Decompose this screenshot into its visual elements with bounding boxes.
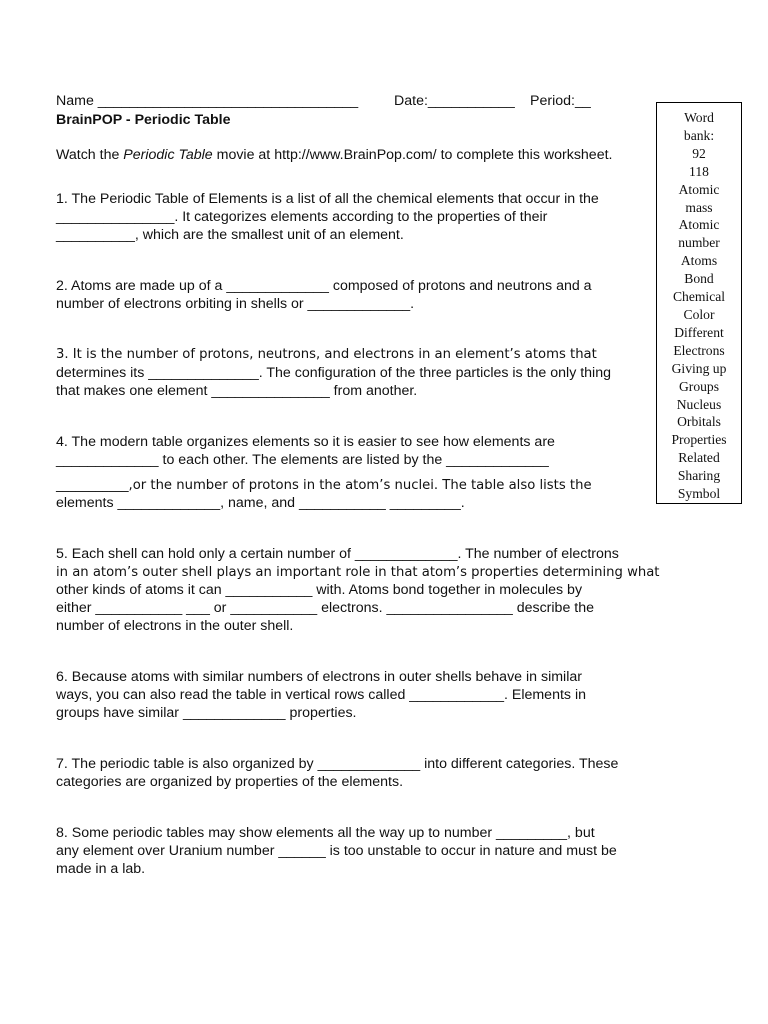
word-bank-item: mass	[685, 199, 713, 215]
intro-movie-title: Periodic Table	[123, 147, 213, 163]
intro-instructions	[56, 146, 612, 164]
intro-pre: Watch the	[56, 147, 124, 163]
period-field-line: Period:__	[530, 93, 591, 109]
question-8-line-1: 8. Some periodic tables may show elements all the way up to number _________, but	[56, 825, 595, 841]
question-4-line-3: ___________,or the number of protons in the atom’s nuclei. The table also lists the	[56, 478, 592, 493]
question-4-line-1: 4. The modern table organizes elements so it is easier to see how elements are	[56, 434, 555, 450]
word-bank-item: Related	[678, 450, 720, 466]
word-bank-item: Color	[683, 306, 715, 322]
word-bank-item: Bond	[684, 271, 714, 287]
word-bank-item: Atomic	[678, 217, 720, 233]
question-8-line-3: made in a lab.	[56, 861, 146, 877]
date-field-line: Date:___________	[394, 93, 515, 109]
question-1-line-3: __________, which are the smallest unit of an element.	[56, 227, 404, 243]
word-bank-heading: Word	[684, 110, 714, 125]
question-6-line-2: ways, you can also read the table in vertical rows called ____________. Elements in	[56, 687, 586, 703]
word-bank-heading: bank:	[683, 127, 715, 143]
word-bank-box	[656, 102, 742, 504]
question-1-line-1: 1. The Periodic Table of Elements is a list of all the chemical elements that occur in the	[56, 191, 599, 207]
question-6-line-1: 6. Because atoms with similar numbers of electrons in outer shells behave in similar	[56, 669, 582, 685]
worksheet-title: BrainPOP - Periodic Table	[56, 112, 231, 128]
name-field-line: Name _________________________________	[56, 93, 359, 109]
question-7-line-1: 7. The periodic table is also organized by _____________ into different categories. These	[56, 756, 619, 772]
question-5-line-2: in an atom’s outer shell plays an important role in that atom’s properties determining what	[56, 565, 660, 580]
word-bank-item: number	[678, 235, 720, 251]
word-bank-item: 118	[689, 163, 709, 179]
word-bank-item: Chemical	[672, 289, 726, 305]
word-bank-item: Different	[674, 324, 724, 340]
question-6-line-3: groups have similar _____________ properties.	[56, 705, 357, 721]
intro-post: movie at http://www.BrainPop.com/ to complete this worksheet.	[212, 147, 613, 163]
word-bank-item: Groups	[678, 378, 720, 394]
word-bank-item: Nucleus	[676, 396, 722, 412]
question-1-line-2: _______________. It categorizes elements according to the properties of their	[56, 209, 548, 225]
word-bank-item: Symbol	[677, 486, 721, 502]
word-bank-item: Giving up	[671, 360, 727, 376]
word-bank-item: Atomic	[678, 181, 720, 197]
word-bank-item: Atoms	[680, 253, 718, 269]
question-5-line-3: other kinds of atoms it can ___________ with. Atoms bond together in molecules by	[56, 582, 583, 598]
question-4-line-4: elements _____________, name, and ___________ _________.	[56, 495, 465, 511]
question-5-line-4: either ___________ ___ or ___________ electrons. ________________ describe the	[56, 600, 595, 616]
question-2-line-2: number of electrons orbiting in shells or _____________.	[56, 296, 415, 312]
question-5-line-5: number of electrons in the outer shell.	[56, 618, 294, 634]
question-3-line-3: that makes one element _______________ from another.	[56, 383, 418, 399]
word-bank-item: 92	[692, 145, 706, 161]
question-4-line-2: _____________ to each other. The elements are listed by the _____________	[56, 452, 549, 468]
question-5-line-1: 5. Each shell can hold only a certain number of _____________. The number of electrons	[56, 546, 619, 562]
word-bank-item: Sharing	[677, 468, 721, 484]
word-bank-item: Electrons	[673, 342, 725, 358]
question-3-line-2: determines its ______________. The configuration of the three particles is the only thing	[56, 365, 611, 381]
question-7-line-2: categories are organized by properties of the elements.	[56, 774, 404, 790]
word-bank-item: Properties	[671, 432, 727, 448]
word-bank-item: Orbitals	[677, 414, 721, 430]
question-2-line-1: 2. Atoms are made up of a _____________ composed of protons and neutrons and a	[56, 278, 592, 294]
question-8-line-2: any element over Uranium number ______ is too unstable to occur in nature and must be	[56, 843, 617, 859]
question-3-line-1: 3. It is the number of protons, neutrons, and electrons in an element’s atoms that	[56, 347, 597, 362]
